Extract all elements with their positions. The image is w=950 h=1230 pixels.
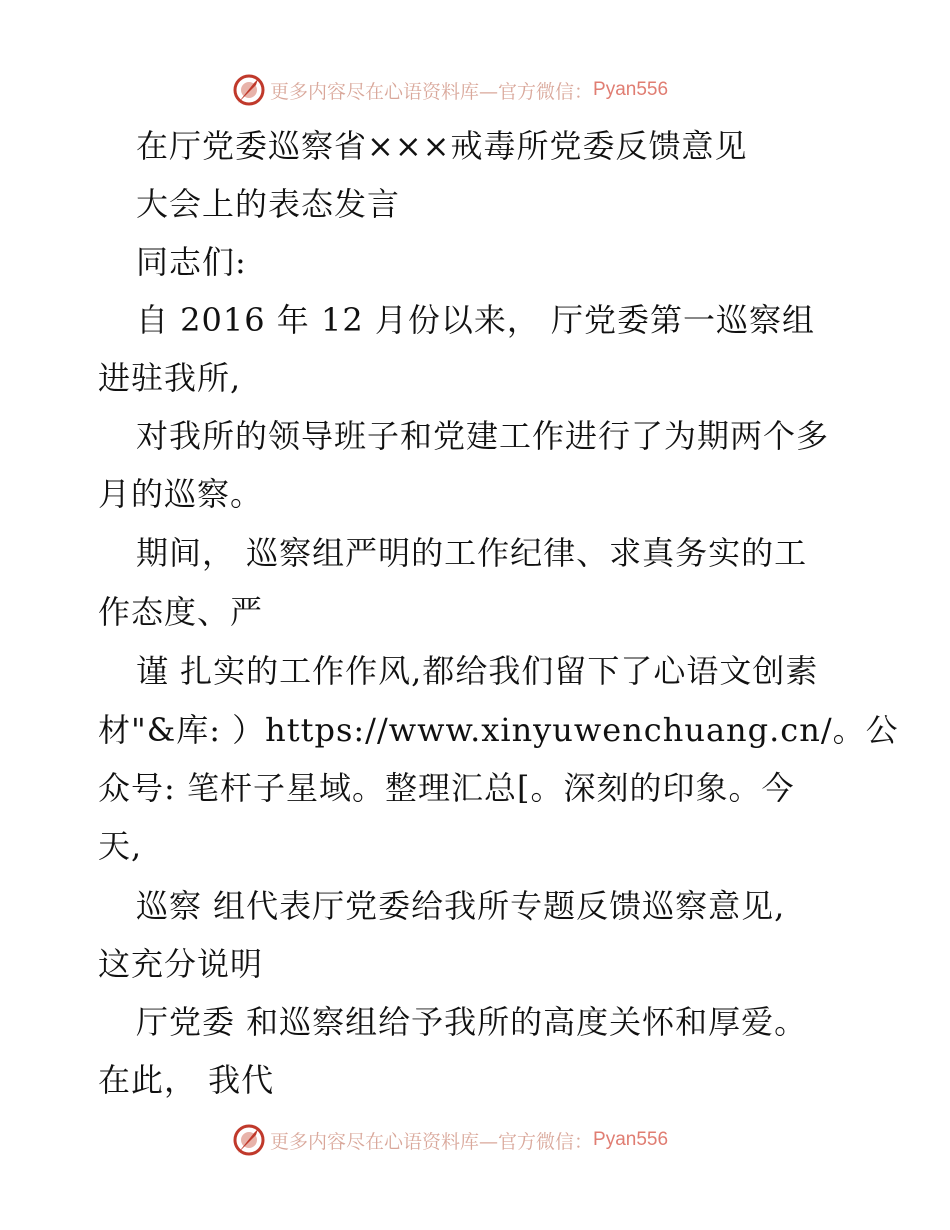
watermark-text: 更多内容尽在心语资料库—官方微信： — [270, 80, 594, 103]
paragraph-line: 对我所的领导班子和党建工作进行了为期两个多 — [136, 417, 830, 455]
paragraph-line: 期间， 巡察组严明的工作纪律、求真务实的工 — [136, 534, 808, 572]
watermark-text: 更多内容尽在心语资料库—官方微信： — [270, 1130, 594, 1153]
paragraph-line: 厅党委 和巡察组给予我所的高度关怀和厚爱。 — [136, 1003, 808, 1041]
paragraph-line: 月的巡察。 — [98, 475, 264, 513]
watermark-handle: Pyan556 — [593, 1129, 669, 1150]
watermark-handle: Pyan556 — [593, 79, 669, 100]
paragraph-line: 自 2016 年 12 月份以来， 厅党委第一巡察组 — [136, 301, 816, 339]
paragraph-line: 在此， 我代 — [98, 1061, 275, 1099]
paragraph-line: 巡察 组代表厅党委给我所专题反馈巡察意见, — [136, 887, 786, 925]
paragraph-line: 作态度、严 — [98, 593, 264, 631]
paragraph-line: 进驻我所, — [98, 359, 242, 397]
paragraph-line: 天, — [98, 827, 143, 865]
paragraph-line: 材"&库: ）https://www.xinyuwenchuang.cn/。公 — [98, 711, 899, 749]
title-line-2: 大会上的表态发言 — [136, 185, 401, 223]
salutation: 同志们: — [136, 243, 247, 281]
watermark-footer — [232, 1120, 732, 1160]
paragraph-line: 这充分说明 — [98, 945, 264, 983]
paragraph-line: 众号: 笔杆子星域。整理汇总[。深刻的印象。今 — [98, 769, 795, 807]
quill-seal-icon — [232, 1123, 266, 1157]
title-line-1: 在厅党委巡察省×××戒毒所党委反馈意见 — [136, 127, 748, 165]
paragraph-line: 谨 扎实的工作作风,都给我们留下了心语文创素 — [136, 652, 819, 690]
